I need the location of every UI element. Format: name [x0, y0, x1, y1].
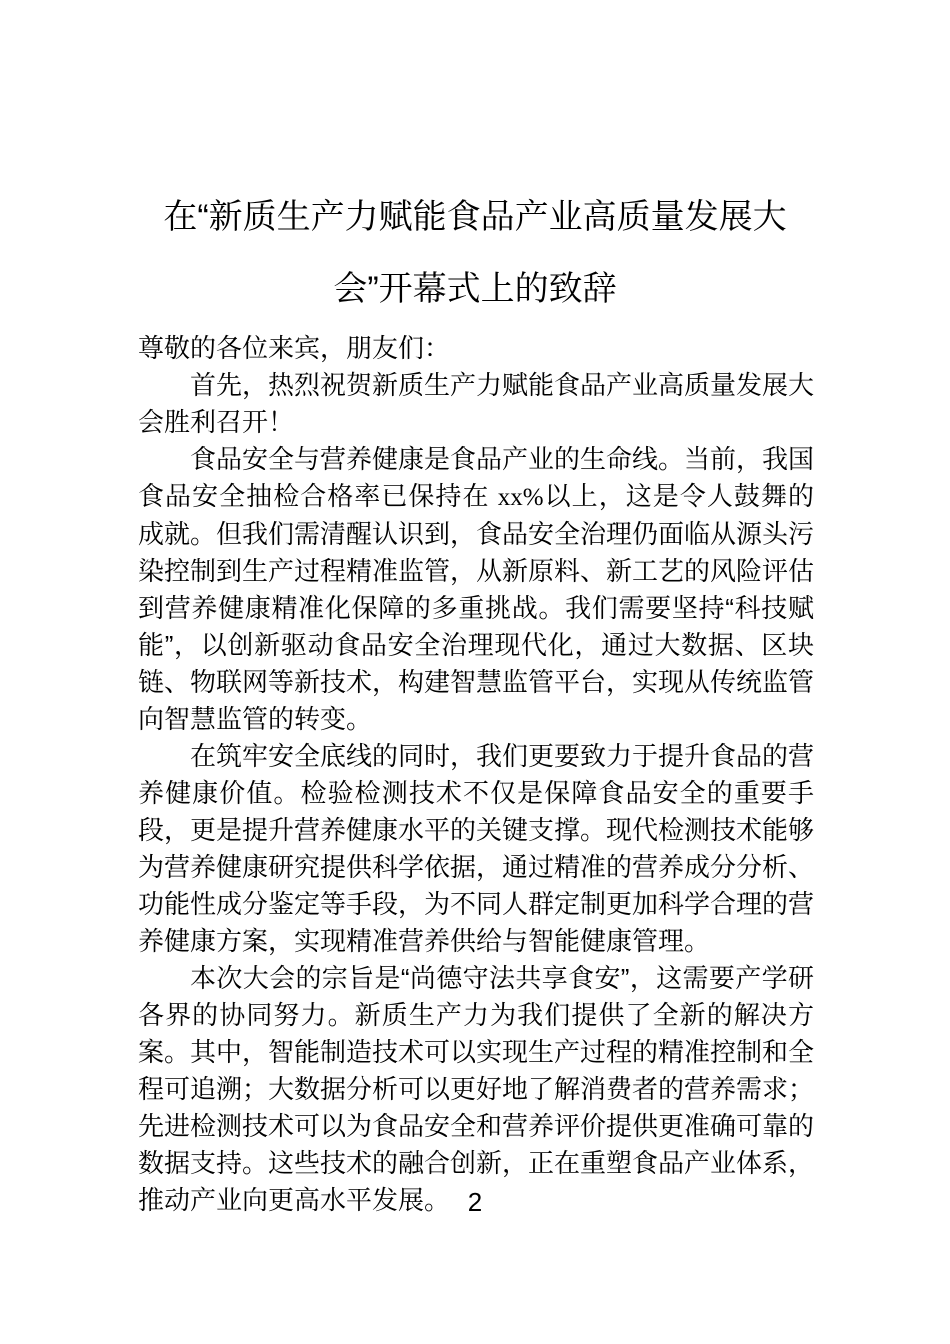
- percentage-placeholder: xx%: [497, 484, 544, 511]
- paragraph-congratulations: 首先，热烈祝贺新质生产力赋能食品产业高质量发展大会胜利召开！: [138, 370, 815, 437]
- paragraph-text-segment-before: 食品安全与营养健康是食品产业的生命线。当前，我国食品安全抽检合格率已保持在: [138, 444, 815, 511]
- paragraph-nutrition-health-value: 在筑牢安全底线的同时，我们更要致力于提升食品的营养健康价值。检验检测技术不仅是保障食品安全的重要手段，更是提升营养健康水平的关键支撑。现代检测技术能够为营养健康研究提供科学依据，通过精准的营养成分分析、功能性成分鉴定等手段，为不同人群定制更加科学合理的营养健康方案，实现精准营养供给与智能健康管理。: [138, 741, 815, 956]
- paragraph-food-safety-lifeline: [138, 441, 814, 738]
- document-body: [138, 330, 814, 1219]
- page-title: 在“新质生产力赋能食品产业高质量发展大会”开幕式上的致辞: [163, 197, 787, 308]
- page-number: 2: [467, 1187, 483, 1217]
- paragraph-conference-purpose: 本次大会的宗旨是“尚德守法共享食安”，这需要产学研各界的协同努力。新质生产力为我们提供了全新的解决方案。其中，智能制造技术可以实现生产过程的精准控制和全程可追溯；大数据分析可以更好地了解消费者的营养需求；先进检测技术可以为食品安全和营养评价提供更准确可靠的数据支持。这些技术的融合创新，正在重塑食品产业体系，推动产业向更高水平发展。: [138, 963, 815, 1215]
- paragraph-salutation: 尊敬的各位来宾，朋友们：: [138, 333, 451, 363]
- paragraph-text-segment-after: 以上，这是令人鼓舞的成就。但我们需清醒认识到，食品安全治理仍面临从源头污染控制到生产过程精准监管，从新原料、新工艺的风险评估到营养健康精准化保障的多重挑战。我们需要坚持“科技赋能”，以创新驱动食品安全治理现代化，通过大数据、区块链、物联网等新技术，构建智慧监管平台，实现从传统监管向智慧监管的转变。: [138, 481, 815, 734]
